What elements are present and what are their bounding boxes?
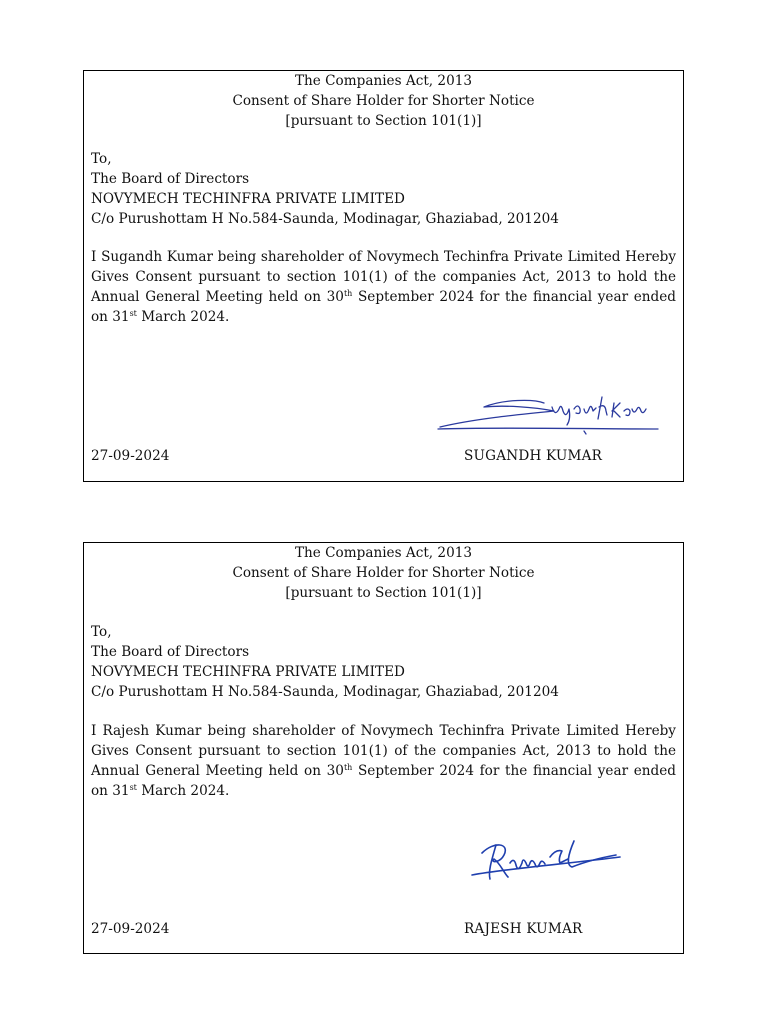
consent-paragraph xyxy=(91,247,676,327)
consent-form-sugandh-kumar xyxy=(83,70,684,482)
salutation: To, xyxy=(91,151,112,167)
consent-title: Consent of Share Holder for Shorter Notice xyxy=(232,93,535,109)
signatory-name: RAJESH KUMAR xyxy=(464,921,583,937)
act-title: The Companies Act, 2013 xyxy=(294,545,473,561)
consent-text-1: I Rajesh Kumar being shareholder of Novymech Techinfra Private Limited Hereby Gives Consent pursuant to section 101(1) of the companies Act, 2013 to hold the Annual General Meeting held on 30 xyxy=(91,723,676,779)
consent-title: Consent of Share Holder for Shorter Notice xyxy=(232,565,535,581)
company-address: C/o Purushottam H No.584-Saunda, Modinagar, Ghaziabad, 201204 xyxy=(91,684,559,700)
ordinal-suffix: st xyxy=(129,309,137,318)
section-reference: [pursuant to Section 101(1)] xyxy=(285,113,482,129)
ordinal-suffix: th xyxy=(343,289,353,298)
consent-form-rajesh-kumar xyxy=(83,542,684,954)
company-name: NOVYMECH TECHINFRA PRIVATE LIMITED xyxy=(91,664,405,680)
signatory-name: SUGANDH KUMAR xyxy=(464,448,603,464)
ordinal-suffix: st xyxy=(129,783,137,792)
consent-text-2: September 2024 for the financial year ended on 31 xyxy=(91,763,676,799)
recipient-board: The Board of Directors xyxy=(91,171,250,187)
act-title: The Companies Act, 2013 xyxy=(294,73,473,89)
consent-text-2: September 2024 for the financial year ended on 31 xyxy=(91,289,676,325)
company-name: NOVYMECH TECHINFRA PRIVATE LIMITED xyxy=(91,191,405,207)
consent-paragraph xyxy=(91,721,676,801)
signature-sugandh-kumar xyxy=(434,389,664,439)
consent-text-1: I Sugandh Kumar being shareholder of Novymech Techinfra Private Limited Hereby Gives Consent pursuant to section 101(1) of the companies Act, 2013 to hold the Annual General Meeting held on 30 xyxy=(91,249,676,305)
consent-date: 27-09-2024 xyxy=(91,921,170,937)
section-reference: [pursuant to Section 101(1)] xyxy=(285,585,482,601)
company-address: C/o Purushottam H No.584-Saunda, Modinagar, Ghaziabad, 201204 xyxy=(91,211,559,227)
recipient-board: The Board of Directors xyxy=(91,644,250,660)
signature-rajesh-kumar xyxy=(464,833,624,893)
ordinal-suffix: th xyxy=(343,763,353,772)
consent-text-3: March 2024. xyxy=(136,309,230,325)
consent-date: 27-09-2024 xyxy=(91,448,170,464)
salutation: To, xyxy=(91,624,112,640)
consent-text-3: March 2024. xyxy=(136,783,230,799)
